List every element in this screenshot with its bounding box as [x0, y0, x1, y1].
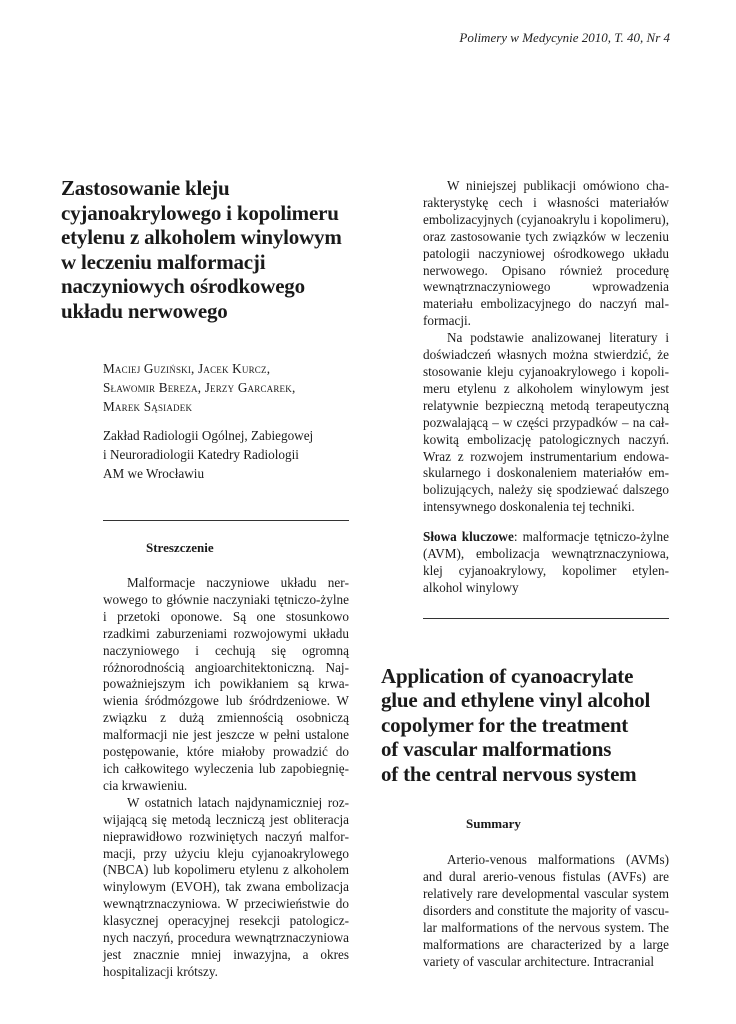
abstract-paragraph-pl: Malformacje naczyniowe układu nerwowego to głównie naczyniaki tętniczo-żylne i przetoki oponowe. Są one stosunkowo rzadkimi zaburzeniami rozwojowymi układu naczyniowego i cechują się ogromną różnorodnością angioarchitektoniczną. Najpoważniejszym ich powikłaniem są krwawienia śródmózgowe lub śródrdzeniowe. W związku z dużą zmiennością osobniczą malformacji nie jest jeszcze w pełni ustalone postępowanie, które miałoby prowadzić do ich całkowitego wyleczenia lub zapobiegnięcia krwawieniu.	[103, 575, 349, 793]
right-column	[381, 178, 669, 971]
keywords	[423, 529, 669, 597]
author-list	[103, 359, 349, 416]
running-head: Polimery w Medycynie 2010, T. 40, Nr 4	[459, 30, 670, 45]
title-line: cyjanoakrylowego i kopolimeru	[61, 200, 339, 225]
abstract-paragraph-pl: Na podstawie analizowanej literatury i doświadczeń własnych można stwierdzić, że stosowanie kleju cyjanoakrylowego i kopolimeru etylenu z alkoholem winylowym jest relatywnie bezpieczną metodą terapeutyczną pozwalającą – w części przypadków – na całkowitą embolizację patologicznych naczyń. Wraz z rozwojem instrumentarium endowaskularnego i doskonaleniem materiałów embolizujących, należy się spodziewać dalszego intensywnego doskonalenia tej techniki.	[423, 330, 669, 515]
affiliation-line: i Neuroradiologii Katedry Radiologii	[103, 447, 299, 462]
title-line: copolymer for the treatment	[381, 712, 629, 737]
title-line: etylenu z alkoholem winylowym	[61, 225, 342, 249]
streszczenie-heading: Streszczenie	[146, 540, 214, 555]
affiliation-line: AM we Wrocławiu	[103, 466, 205, 481]
section-divider	[423, 618, 669, 619]
title-line: naczyniowych ośrodkowego	[61, 274, 305, 298]
title-line: Application of cyanoacrylate	[381, 663, 634, 688]
abstract-paragraph-pl: W niniejszej publikacji omówiono charakterystykę cech i własności materiałów embolizacyjnych (cyjanoakrylu i kopolimeru), oraz zastosowanie tych związków w leczeniu patologii naczyniowej ośrodkowego układu nerwowego. Opisano również procedurę wewnątrznaczyniowego wprowadzenia materiału embolizacyjnego do naczyń malformacji.	[423, 178, 669, 329]
keywords-text: : malformacje tętniczo-żylne (AVM), embolizacja wewnątrznaczyniowa, klej cyjanoakrylowy, kopolimer etylen-alkohol winylowy	[423, 529, 669, 595]
title-line: of vascular malformations	[381, 737, 612, 762]
abstract-paragraph-pl: W ostatnich latach najdynamiczniej rozwijającą się metodą leczniczą jest obliteracja nieprawidłowo rozwiniętych naczyń malformacji, przy użyciu kleju cyjanoakrylowego (NBCA) lub kopolimeru etylenu z alkoholem winylowym (EVOH), tak zwana embolizacja wewnątrznaczyniowa. W przeciwieństwie do klasycznej operacyjnej resekcji patologicznych naczyń, procedura wewnątrznaczyniowa jest znacznie mniej inwazyjna, a okres hospitalizacji krótszy.	[103, 794, 349, 979]
author-line: Marek Sąsiadek	[103, 399, 193, 414]
author-line: Sławomir Bereza, Jerzy Garcarek,	[103, 380, 296, 395]
keywords-label: Słowa kluczowe	[423, 529, 514, 545]
affiliation-line: Zakład Radiologii Ogólnej, Zabiegowej	[103, 428, 314, 443]
left-column	[61, 176, 349, 981]
title-line: Zastosowanie kleju	[61, 176, 230, 200]
title-line: w leczeniu malformacji	[61, 249, 266, 274]
summary-heading: Summary	[466, 816, 521, 832]
title-line: glue and ethylene vinyl alcohol	[381, 688, 651, 713]
article-title-polish	[61, 176, 361, 323]
section-divider	[103, 520, 349, 521]
title-line: of the central nervous system	[381, 761, 637, 786]
author-line: Maciej Guziński, Jacek Kurcz,	[103, 361, 271, 376]
affiliation	[103, 426, 349, 483]
title-line: układu nerwowego	[61, 298, 228, 323]
abstract-paragraph-en: Arterio-venous malformations (AVMs) and dural arerio-venous fistulas (AVFs) are relatively rare developmental vascular system disorders and constitute the majority of vascular malformations of the nervous system. The malformations are characterized by a large variety of vascular architecture. Intracranial	[423, 852, 669, 969]
article-title-english	[381, 664, 691, 787]
